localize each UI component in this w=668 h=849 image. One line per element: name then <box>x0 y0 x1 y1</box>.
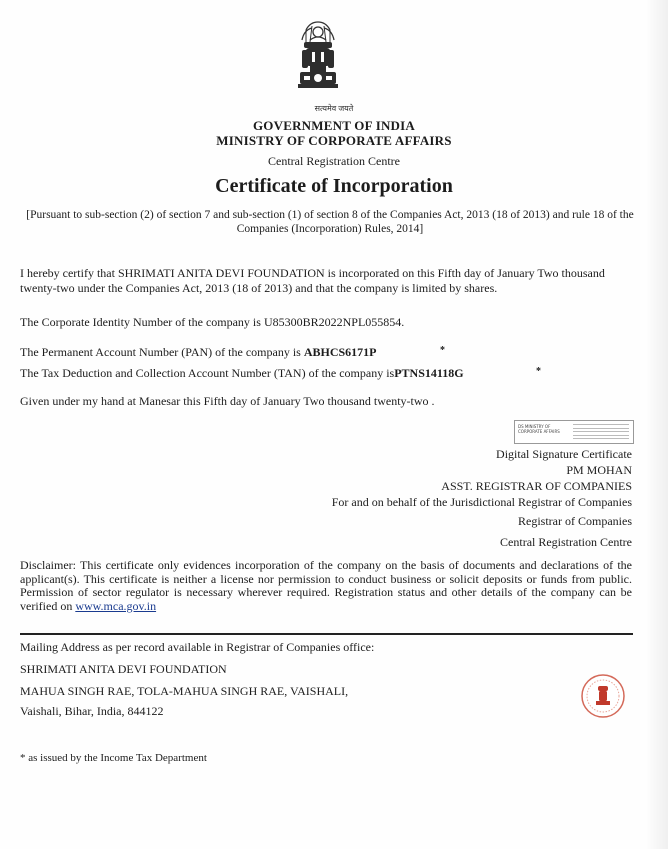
stamp-lines <box>573 424 629 442</box>
cin-line <box>20 315 404 330</box>
government-heading: GOVERNMENT OF INDIA <box>253 118 415 133</box>
certificate-title: Certificate of Incorporation <box>215 175 453 197</box>
given-under-hand: Given under my hand at Manesar this Fifth day of January Two thousand twenty-two . <box>20 394 435 408</box>
mailing-line-1: SHRIMATI ANITA DEVI FOUNDATION <box>20 662 227 676</box>
emblem-motto: सत्यमेव जयते <box>314 104 354 113</box>
digital-signature-stamp <box>514 420 634 444</box>
on-behalf-line: For and on behalf of the Jurisdictional Registrar of Companies <box>331 495 632 509</box>
disclaimer <box>20 559 632 613</box>
stamp-text: DS MINISTRY OF CORPORATE AFFAIRS <box>518 424 560 434</box>
tan-value: PTNS14118G <box>394 366 464 380</box>
page-edge-shadow <box>646 0 668 849</box>
official-seal-icon <box>580 673 626 719</box>
pursuant-clause: [Pursuant to sub-section (2) of section 7 and sub-section (1) of section 8 of the Companies Act, 2013 (18 of 2013) and rule 18 of the Companies (Incorporation) Rules, 2014] <box>26 209 634 235</box>
disclaimer-text: Disclaimer: This certificate only evidences incorporation of the company on the basis of documents and declarations of the applicant(s). This certificate is neither a license nor permission to conduct business or solicit deposits or funds from public. Permission of sector regulator is necessary wherever required. Registration status and other details of the company can be verified on <box>20 558 632 613</box>
tan-line <box>20 366 464 381</box>
ministry-heading: MINISTRY OF CORPORATE AFFAIRS <box>216 133 452 148</box>
tan-footnote-marker: * <box>536 366 541 377</box>
pan-footnote-marker: * <box>440 345 445 356</box>
registration-centre-line: Central Registration Centre <box>500 535 632 549</box>
pan-value: ABHCS6171P <box>303 345 377 359</box>
centre-heading: Central Registration Centre <box>268 154 400 168</box>
mailing-line-3: Vaishali, Bihar, India, 844122 <box>20 704 164 718</box>
cin-label: The Corporate Identity Number of the company is <box>20 315 261 329</box>
footnote-marker: * <box>20 752 26 764</box>
tan-label: The Tax Deduction and Collection Account Number (TAN) of the company is <box>20 366 395 380</box>
footnote-text: as issued by the Income Tax Department <box>28 752 207 764</box>
mailing-heading: Mailing Address as per record available in Registrar of Companies office: <box>20 640 375 654</box>
mailing-line-2: MAHUA SINGH RAE, TOLA-MAHUA SINGH RAE, VAISHALI, <box>20 684 349 698</box>
mca-website-link[interactable]: www.mca.gov.in <box>75 598 157 613</box>
section-divider <box>20 633 633 635</box>
certification-statement: I hereby certify that SHRIMATI ANITA DEVI FOUNDATION is incorporated on this Fifth day of January Two thousand twenty-two under the Companies Act, 2013 (18 of 2013) and that the company is limited by shares. <box>20 266 605 295</box>
signatory-name: PM MOHAN <box>566 463 632 477</box>
registrar-line: Registrar of Companies <box>518 514 632 528</box>
pan-label: The Permanent Account Number (PAN) of the company is <box>20 345 301 359</box>
digital-signature-label: Digital Signature Certificate <box>496 447 632 461</box>
cin-value: U85300BR2022NPL055854. <box>263 315 405 329</box>
signatory-designation: ASST. REGISTRAR OF COMPANIES <box>441 479 632 493</box>
pan-line <box>20 345 377 360</box>
national-emblem-icon <box>292 18 344 100</box>
footnote <box>20 752 207 764</box>
